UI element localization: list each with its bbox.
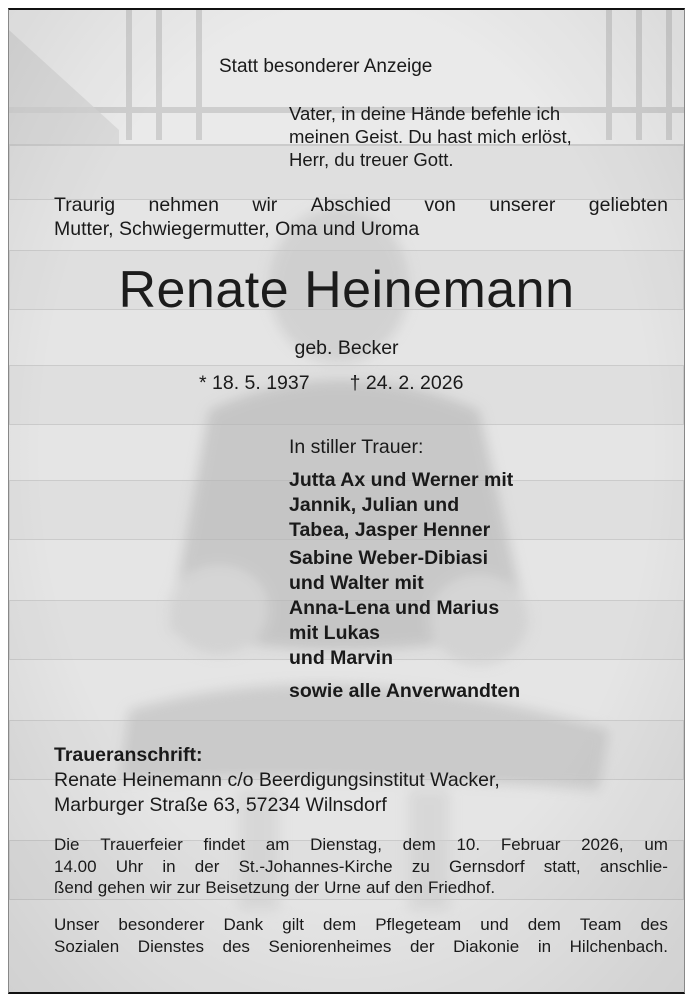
word: findet: [203, 835, 246, 854]
word: Dank: [223, 915, 264, 934]
lead-word: nehmen: [148, 194, 219, 216]
word: in: [537, 936, 552, 956]
verse-line: meinen Geist. Du hast mich erlöst,: [289, 126, 572, 147]
verse-line: Vater, in deine Hände befehle ich: [289, 103, 561, 124]
word: Februar: [500, 835, 561, 854]
word: Diakonie: [453, 936, 520, 956]
word: zu: [411, 856, 430, 876]
word: Die: [54, 835, 80, 854]
word: Sozialen: [54, 936, 120, 956]
family-line: Anna-Lena und Marius: [289, 597, 500, 619]
word: des: [640, 915, 668, 934]
intro-line: Statt besonderer Anzeige: [219, 56, 433, 77]
word: Dienstag,: [310, 835, 382, 854]
word: ßend: [54, 878, 93, 897]
word: um: [644, 835, 668, 854]
family-line: Jannik, Julian und: [289, 494, 460, 516]
word: Unser: [54, 915, 100, 934]
lead-word: wir: [252, 194, 278, 216]
word: dem: [402, 835, 436, 854]
word: der: [194, 856, 220, 876]
family-line: Jutta Ax und Werner mit: [289, 469, 514, 491]
birth-name: geb. Becker: [294, 337, 399, 359]
life-dates: [199, 372, 463, 395]
word: den: [394, 878, 423, 897]
word: dem: [323, 915, 357, 934]
word: Seniorenheimes: [268, 936, 392, 956]
word: zur: [176, 878, 201, 897]
lead-word: von: [424, 194, 456, 216]
word: dem: [527, 915, 561, 934]
family-group-3: sowie alle Anverwandten: [289, 680, 521, 702]
word: Gernsdorf: [448, 856, 525, 876]
word: Team: [579, 915, 622, 934]
word: Hilchenbach.: [569, 936, 668, 956]
ceremony-paragraph: [54, 834, 668, 899]
birth-date: * 18. 5. 1937: [199, 372, 310, 394]
address-line: Marburger Straße 63, 57234 Wilnsdorf: [54, 794, 387, 816]
word: Trauerfeier: [100, 835, 183, 854]
word: Urne: [324, 878, 361, 897]
thanks-paragraph: [54, 914, 668, 957]
word: St.-Johannes-Kirche: [238, 856, 393, 876]
word: gilt: [282, 915, 304, 934]
verse-line: Herr, du treuer Gott.: [289, 149, 454, 170]
address-block: [54, 768, 500, 818]
family-line: Tabea, Jasper Henner: [289, 519, 491, 541]
notice-frame: [8, 8, 685, 994]
word: Dienstes: [137, 936, 204, 956]
word: gehen: [97, 878, 146, 897]
lead-word: geliebten: [588, 194, 668, 216]
thanks-line: [54, 914, 668, 936]
word: Uhr: [115, 856, 144, 876]
word: anschlie-: [599, 856, 668, 876]
lead-text: [54, 193, 668, 241]
deceased-name: Renate Heinemann: [118, 261, 575, 319]
word: des: [222, 936, 250, 956]
mourning-label: In stiller Trauer:: [289, 436, 424, 458]
family-group-1: [289, 468, 513, 543]
death-date: † 24. 2. 2026: [349, 372, 464, 394]
lead-line-1: [54, 193, 668, 217]
ceremony-line: [54, 856, 668, 878]
word: und: [480, 915, 509, 934]
word: wir: [150, 878, 172, 897]
family-line: mit Lukas: [289, 622, 381, 644]
word: besonderer: [118, 915, 205, 934]
lead-line-2: Mutter, Schwiegermutter, Oma und Uroma: [54, 218, 420, 240]
word: statt,: [543, 856, 581, 876]
family-group-2: [289, 546, 499, 671]
word: 14.00: [54, 856, 97, 876]
word: am: [265, 835, 290, 854]
word: Beisetzung: [205, 878, 290, 897]
word: Pflegeteam: [375, 915, 462, 934]
family-line: und Walter mit: [289, 572, 424, 594]
word: der: [294, 878, 320, 897]
word: in: [162, 856, 176, 876]
word: der: [409, 936, 435, 956]
lead-word: Traurig: [54, 194, 116, 216]
thanks-line: [54, 936, 668, 958]
word: auf: [365, 878, 390, 897]
word: Friedhof.: [427, 878, 496, 897]
family-line: Sabine Weber-Dibiasi: [289, 547, 489, 569]
family-line: und Marvin: [289, 647, 394, 669]
lead-word: Abschied: [310, 194, 391, 216]
address-line: Renate Heinemann c/o Beerdigungsinstitut Wacker,: [54, 769, 500, 791]
ceremony-line: [54, 834, 668, 856]
word: 2026,: [581, 835, 624, 854]
address-heading: Traueranschrift:: [54, 744, 203, 766]
lead-word: unserer: [489, 194, 556, 216]
ceremony-line: [54, 877, 668, 899]
word: 10.: [456, 835, 481, 854]
bible-verse: [289, 102, 572, 171]
